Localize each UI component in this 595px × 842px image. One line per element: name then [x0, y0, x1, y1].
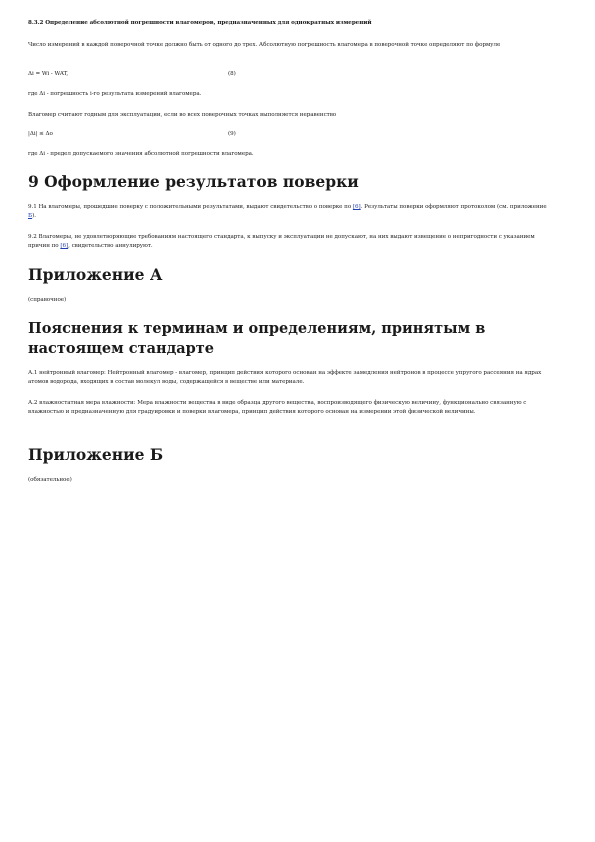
- reference-6-link[interactable]: [6]: [352, 204, 361, 210]
- appendix-a-subtitle: Пояснения к терминам и определениям, принятым в настоящем стандарте: [28, 320, 486, 357]
- paragraph-suitability: Влагомер считают годным для эксплуатации, если во всех поверочных точках выполняется неравенство: [28, 112, 337, 118]
- appendix-a-title: Приложение А: [28, 265, 163, 284]
- appendix-a-note: (справочное): [28, 297, 67, 303]
- paragraph-9-1-mid: . Результаты поверки оформляют протоколом (см. приложение: [360, 204, 547, 210]
- paragraph-9-1-end: ).: [32, 213, 36, 219]
- section-9-title: 9 Оформление результатов поверки: [28, 172, 359, 191]
- paragraph-9-2: [28, 233, 553, 251]
- paragraph-9-2-end: , свидетельство аннулируют.: [68, 243, 153, 249]
- formula-8-expression: Δi = Wi - WAT,: [28, 71, 69, 77]
- paragraph-9-1-text: 9.1 На влагомеры, прошедшие поверку с положительными результатами, выдают свидетельство о поверке по: [28, 204, 353, 210]
- appendix-b-title: Приложение Б: [28, 445, 164, 464]
- paragraph-9-1: [28, 203, 553, 221]
- section-8-3-2-heading: 8.3.2 Определение абсолютной погрешности влагомеров, предназначенных для однократных измерений: [28, 20, 372, 26]
- paragraph-9-2-text: 9.2 Влагомеры, не удовлетворяющие требованиям настоящего стандарта, к выпуску и эксплуатации не допускают, на них выдают извещение о непригодности с указанием причин по: [28, 234, 535, 249]
- definition-a2: А.2 влажностатная мера влажности: Мера влажности вещества в виде образца другого вещества, воспроизводящего физическую величину, функционально связанную с влажностью и предназначенную для градуировки и поверки влагомера, принцип действия которого основан на измерении этой физической величины.: [28, 400, 527, 415]
- appendix-b-note: (обязательное): [28, 477, 72, 483]
- formula-8: [28, 70, 553, 79]
- where-delta-i: где Δi - погрешность i-го результата измерений влагомера.: [28, 91, 202, 97]
- formula-9-expression: |Δi| ≤ Δo: [28, 131, 53, 137]
- paragraph-measurement-count: Число измерений в каждой поверочной точке должно быть от одного до трех. Абсолютную погрешность влагомера в поверочной точке определяют по формуле: [28, 42, 501, 48]
- reference-6-link-2[interactable]: [6]: [60, 243, 69, 249]
- definition-a1: А.1 нейтронный влагомер: Нейтронный влагомер - влагомер, принцип действия которого основан на эффекте замедления нейтронов в процессе упругого рассеяния на ядрах атомов водорода, входящих в состав молекул воды, содержащейся в веществе или материале.: [28, 370, 542, 385]
- formula-8-number: (8): [228, 71, 236, 77]
- appendix-b-link[interactable]: Б: [28, 213, 33, 219]
- formula-9: [28, 130, 553, 139]
- where-delta-limit: где Δi - предел допускаемого значения абсолютной погрешности влагомера.: [28, 151, 254, 157]
- formula-9-number: (9): [228, 131, 236, 137]
